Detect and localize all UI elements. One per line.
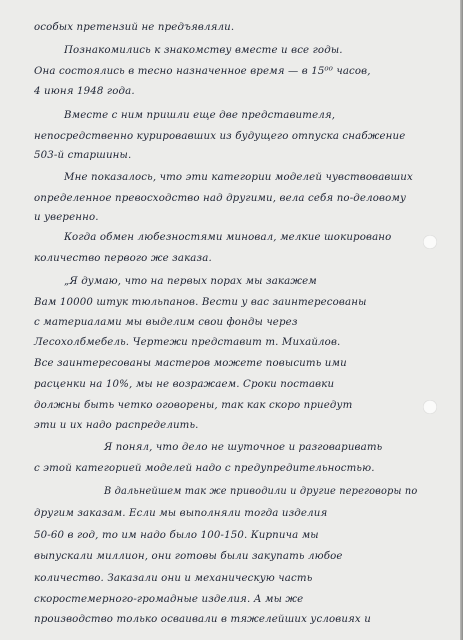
text-line: должны быть четко оговорены, так как скоро приедут [34,400,353,411]
text-line: Вам 10000 штук тюльпанов. Вести у вас заинтересованы [34,297,367,308]
text-line: количество первого же заказа. [34,253,212,264]
text-line: и уверенно. [34,212,99,223]
text-line: Лесохолбмебель. Чертежи представит т. Михайлов. [34,337,341,348]
text-line: Она состоялись в тесно назначенное время — в 15⁰⁰ часов, [34,66,371,77]
text-line: выпускали миллион, они готовы были закупать любое [34,551,343,562]
text-line: особых претензий не предъявляли. [34,22,235,33]
text-line: скоростемерного-громадные изделия. А мы же [34,594,304,605]
text-line: Вместе с ним пришли еще две представителя, [64,110,336,121]
text-line: определенное превосходство над другими, вела себя по-деловому [34,193,407,204]
text-line: 50-60 в год, то им надо было 100-150. Кирпича мы [34,530,319,541]
text-line: Мне показалось, что эти категории моделей чувствовавших [64,172,413,183]
text-line: Все заинтересованы мастеров можете повысить ими [34,358,347,369]
text-line: Я понял, что дело не шуточное и разговаривать [104,442,383,453]
text-line: Когда обмен любезностями миновал, мелкие шокировано [64,232,392,243]
text-line: эти и их надо распределить. [34,420,199,431]
text-line: количество. Заказали они и механическую часть [34,573,313,584]
text-line: „Я думаю, что на первых порах мы закажем [64,276,317,287]
text-line: с этой категорией моделей надо с предупредительностью. [34,463,375,474]
punch-hole-upper [423,235,437,249]
text-line: Познакомились к знакомству вместе и все годы. [64,45,343,56]
text-line: производство только осваивали в тяжелейших условиях и [34,614,371,625]
text-line: с материалами мы выделим свои фонды через [34,317,298,328]
text-line: 503-й старшины. [34,150,132,161]
punch-hole-lower [423,400,437,414]
text-line: 4 июня 1948 года. [34,86,135,97]
text-line: непосредственно курировавших из будущего отпуска снабжение [34,131,406,142]
text-line: В дальнейшем так же приводили и другие переговоры по [104,486,418,497]
text-line: расценки на 10%, мы не возражаем. Сроки поставки [34,379,335,390]
text-line: другим заказам. Если мы выполняли тогда изделия [34,508,328,519]
